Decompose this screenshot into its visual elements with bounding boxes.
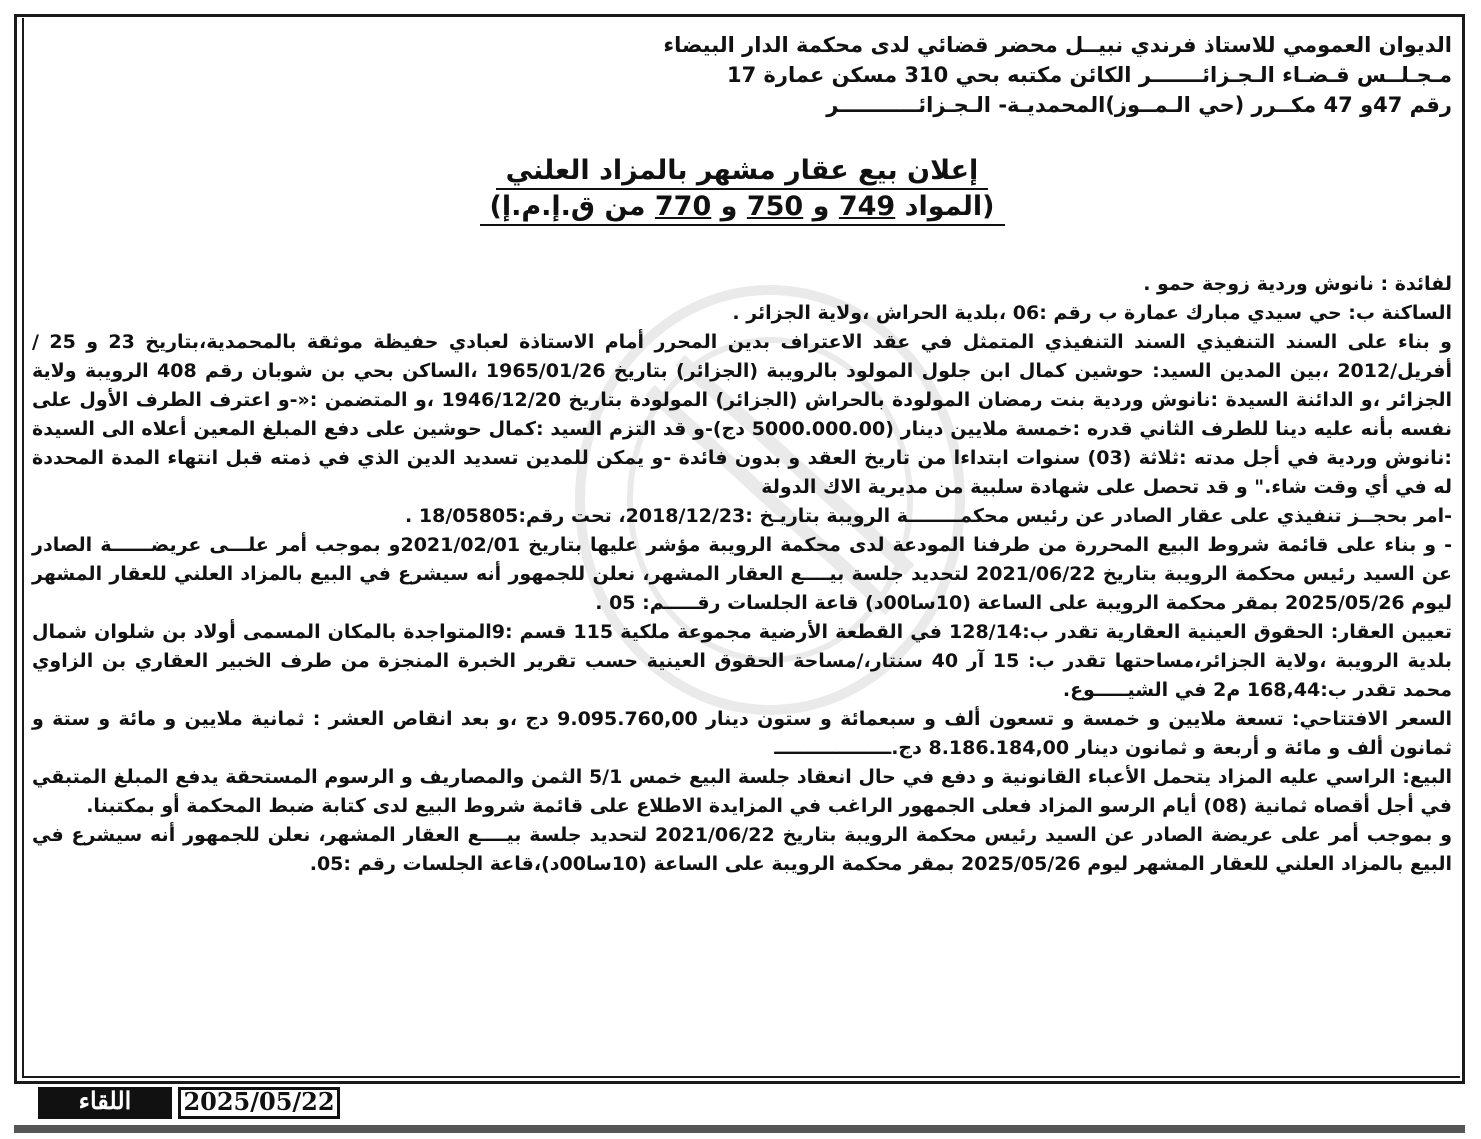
office-header-line-1: الديوان العمومي للاستاذ فرندي نبيــل محضر قضائي لدى محكمة الدار البيضاء — [663, 33, 1452, 57]
notice-title: إعلان بيع عقار مشهر بالمزاد العلني — [496, 154, 989, 190]
beneficiary: لفائدة : نانوش وردية زوجة حمو . — [1143, 273, 1452, 295]
publication-date: 2025/05/22 — [178, 1087, 340, 1119]
office-header-line-3: رقم 47و 47 مكــرر (حي الـمــوز)المحمديـة- الـجـزائـــــــــــر — [826, 93, 1452, 117]
notice-content — [32, 30, 1452, 879]
article-750: 750 — [746, 191, 804, 222]
articles-and-1: و — [812, 191, 830, 222]
newspaper-name: اللقاء — [38, 1087, 172, 1119]
articles-and-2: و — [720, 191, 738, 222]
notice-articles — [480, 190, 1005, 226]
enforcement-deed: و بناء على السند التنفيذي السند التنفيذي المتمثل في عقد الاعتراف بدين المحرر أمام الاستاذة لعبادي حفيظة موثقة بالمحمدية،بتاريخ 23 و 25 /أفريل/2012 ،بين المدين السيد: حوشين كمال ابن جلول المولود بالرويبة (الجزائر) بتاريخ 1965/01/26 ،الساكن بحي بن شوبان رقم 408 الرويبة ولاية الجزائر ،و الدائنة السيدة :نانوش وردية بنت رمضان المولودة بالحراش (الجزائر) المولودة بتاريخ 1946/12/20 ،و المتضمن :«-و اعترف الطرف الأول على نفسه بأنه عليه دينا للطرف الثاني قدره :خمسة ملايين دينار (5000.000.00 دج)-و قد التزم السيد :كمال حوشين على دفع المبلغ المعين أعلاه الى السيدة :نانوش وردية في أجل مدته :ثلاثة (03) سنوات ابتداءا من تاريخ العقد و بدون فائدة -و يمكن للمدين تسديد الدين الذي في ذمته قبل انتهاء المدة المحددة له في أي وقت شاء." و قد تحصل على شهادة سلبية من مديرية الاك الدولة — [32, 331, 1453, 498]
sale-announcement: و بموجب أمر على عريضة الصادر عن السيد رئيس محكمة الرويبة بتاريخ 2021/06/22 لتحديد جلسة بيــــع العقار المشهر، نعلن للجمهور أنه سيشرع في البيع بالمزاد العلني للعقار المشهر ليوم 2025/05/26 بمقر محكمة الرويبة على الساعة (10سا00د)،قاعة الجلسات رقم :05. — [32, 824, 1452, 875]
footer-rule — [14, 1125, 1465, 1133]
article-749: 749 — [838, 191, 896, 222]
sale-terms: البيع: الراسي عليه المزاد يتحمل الأعباء القانونية و دفع في حال انعقاد جلسة البيع خمس 5/1 الثمن والمصاريف و الرسوم المستحقة يدفع المبلغ المتبقي في أجل أقصاه ثمانية (08) أيام الرسو المزاد فعلى الجمهور الراغب في المزايدة الاطلاع على قائمة شروط البيع لدى كتابة ضبط المحكمة أو بمكتبنا. — [32, 766, 1452, 817]
opening-price: السعر الافتتاحي: تسعة ملايين و خمسة و تسعون ألف و سبعمائة و ستون دينار 9.095.760,00 دج ،و بعد انقاص العشر : ثمانية ملايين و مائة و ستة و ثمانون ألف و مائة و أربعة و ثمانون دينار 8.186.184,00 دج.ــــــــــــــــــ — [32, 708, 1452, 759]
office-header-line-2: مـجـلــس قـضـاء الـجـزائـــــــر الكائن مكتبه بحي 310 مسكن عمارة 17 — [726, 63, 1452, 87]
beneficiary-address: الساكنة ب: حي سيدي مبارك عمارة ب رقم :06 ،بلدية الحراش ،ولاية الجزائر . — [732, 302, 1452, 324]
articles-suffix: من ق.إ.م.إ) — [489, 191, 646, 222]
articles-prefix: (المواد — [904, 191, 995, 222]
property-designation: تعيين العقار: الحقوق العينية العقارية تقدر ب:128/14 في القطعة الأرضية مجموعة ملكية 115 قسم :9المتواجدة بالمكان المسمى أولاد بن شلوان شمال بلدية الرويبة ،ولاية الجزائر،مساحتها تقدر ب: 15 آر 40 سنتار،/مساحة الحقوق العينية حسب تقرير الخبرة المنجزة من طرف الخبير العقاري بن الزاوي محمد تقدر ب:168,44 م2 في الشيـــــوع. — [32, 621, 1453, 701]
seizure-order: -امر بحجــز تنفيذي على عقار الصادر عن رئيس محكمــــــــة الرويبة بتاريـخ :2018/12/23، تحت رقم:18/05805 . — [405, 505, 1452, 527]
title-block — [32, 154, 1452, 226]
sale-conditions: - و بناء على قائمة شروط البيع المحررة من طرفنا المودعة لدى محكمة الرويبة مؤشر عليها بتاريخ 2021/02/01و بموجب أمر علـــى عريضــــــة الصادر عن السيد رئيس محكمة الرويبة بتاريخ 2021/06/22 لتحديد جلسة بيــــع العقار المشهر، نعلن للجمهور أنه سيشرع في البيع بالمزاد العلني للعقار المشهر ليوم 2025/05/26 بمقر محكمة الرويبة على الساعة (10سا00د) قاعة الجلسات رقـــــم: 05 . — [32, 534, 1453, 614]
article-770: 770 — [654, 191, 712, 222]
